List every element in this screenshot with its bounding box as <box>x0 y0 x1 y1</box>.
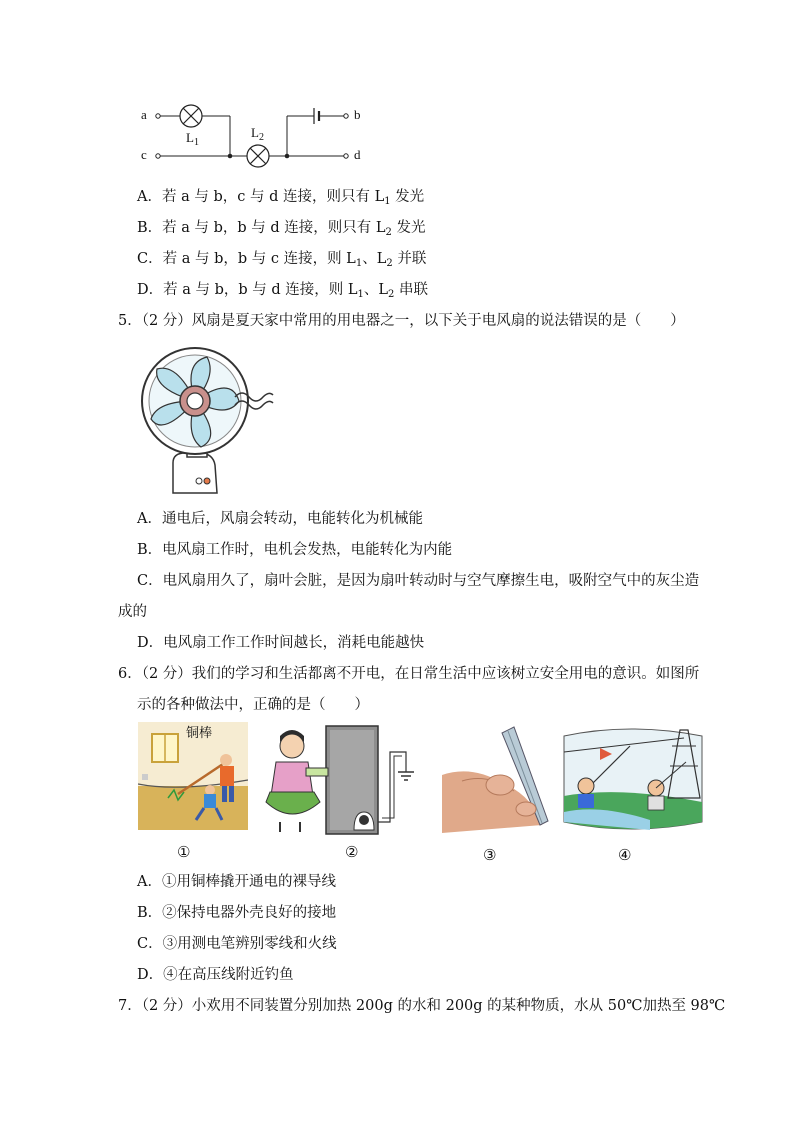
copper-rod-label: 铜棒 <box>186 722 212 741</box>
caption-1: ① <box>177 843 191 861</box>
q4-option-c: C．若 a 与 b，b 与 c 连接，则 $L_1$、$L_2$ 并联 <box>137 251 427 269</box>
q6-stem-line2: 示的各种做法中，正确的是（ ） <box>137 697 369 713</box>
terminal-a-label: a <box>141 107 147 122</box>
fishing-svg <box>560 726 706 836</box>
lamp2-label: $L_2$ <box>251 125 264 143</box>
grounding-svg <box>258 722 434 837</box>
q5-option-c: C．电风扇用久了，扇叶会脏，是因为扇叶转动时与空气摩擦生电，吸附空气中的灰尘造 <box>137 573 700 589</box>
caption-4: ④ <box>618 846 632 864</box>
q5-stem: 5．（2 分）风扇是夏天家中常用的用电器之一，以下关于电风扇的说法错误的是（ ） <box>118 313 685 329</box>
terminal-d-label: d <box>354 147 361 162</box>
circuit-svg <box>130 100 370 175</box>
q6-stem-line1: 6．（2 分）我们的学习和生活都离不开电，在日常生活中应该树立安全用电的意识。如图所 <box>118 666 700 682</box>
q5-option-b: B．电风扇工作时，电机会发热，电能转化为内能 <box>137 542 453 558</box>
caption-2: ② <box>345 843 359 861</box>
fan-svg <box>135 345 285 495</box>
terminal-b-label: b <box>354 107 361 122</box>
circuit-diagram <box>130 100 370 175</box>
picture-copper-rod <box>138 722 248 830</box>
terminal-c-label: c <box>141 147 147 162</box>
q5-option-d: D．电风扇工作工作时间越长，消耗电能越快 <box>137 635 425 651</box>
fan-illustration <box>135 345 285 495</box>
q6-option-b: B．②保持电器外壳良好的接地 <box>137 905 337 921</box>
picture-test-pen <box>442 725 554 833</box>
picture-grounding <box>258 722 434 837</box>
q5-option-a: A．通电后，风扇会转动，电能转化为机械能 <box>137 511 423 527</box>
q6-option-d: D．④在高压线附近钓鱼 <box>137 967 294 983</box>
q7-stem: 7．（2 分）小欢用不同装置分别加热 200g 的水和 200g 的某种物质，水从 50℃加热至 98℃ <box>118 998 726 1014</box>
q4-option-d: D．若 a 与 b，b 与 d 连接，则 $L_1$、$L_2$ 串联 <box>137 282 429 300</box>
q5-option-c-cont: 成的 <box>118 604 147 620</box>
q6-option-a: A．①用铜棒撬开通电的裸导线 <box>137 874 336 890</box>
picture-fishing-power-line <box>560 726 706 836</box>
q4-option-b: B．若 a 与 b，b 与 d 连接，则只有 $L_2$ 发光 <box>137 220 426 238</box>
q4-option-a: A．若 a 与 b，c 与 d 连接，则只有 $L_1$ 发光 <box>137 189 425 207</box>
q6-option-c: C．③用测电笔辨别零线和火线 <box>137 936 337 952</box>
caption-3: ③ <box>483 846 497 864</box>
lamp1-label: $L_1$ <box>186 130 199 148</box>
test-pen-svg <box>442 725 554 833</box>
